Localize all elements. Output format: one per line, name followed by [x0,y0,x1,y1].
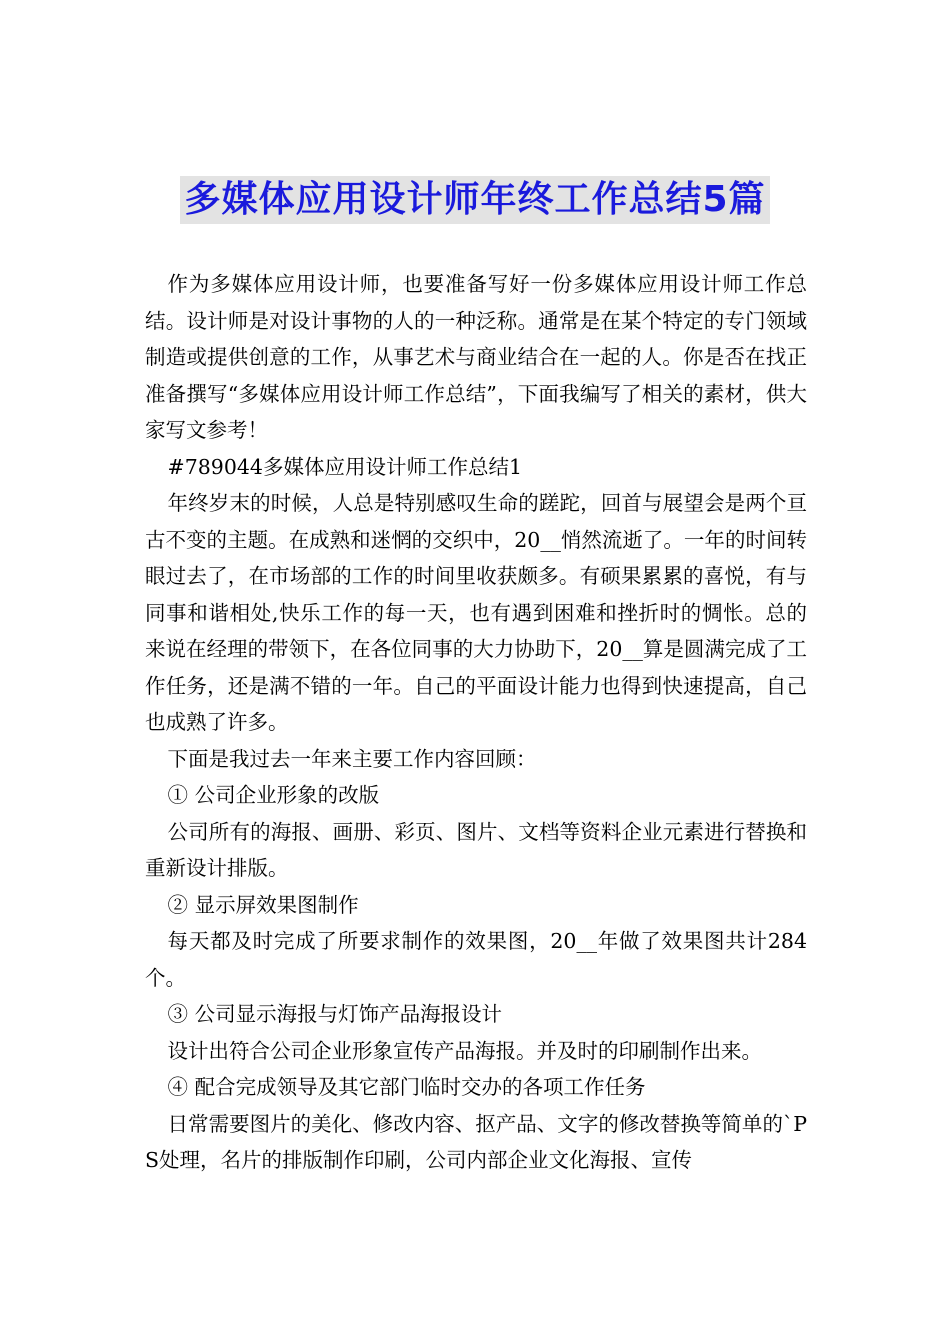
list-item-heading: ④ 配合完成领导及其它部门临时交办的各项工作任务 [167,1075,646,1099]
intro-paragraph: 作为多媒体应用设计师，也要准备写好一份多媒体应用设计师工作总结。设计师是对设计事物的人的一种泛称。通常是在某个特定的专门领域制造或提供创意的工作，从事艺术与商业结合在一起的人。你是否在找正准备撰写“多媒体应用设计师工作总结”，下面我编写了相关的素材，供大家写文参考！ [145,272,807,442]
list-item-heading: ① 公司企业形象的改版 [167,783,380,807]
body-paragraph: 年终岁末的时候，人总是特别感叹生命的蹉跎，回首与展望会是两个亘古不变的主题。在成熟和迷惘的交织中，20__悄然流逝了。一年的时间转眼过去了，在市场部的工作的时间里收获颇多。有硕果累累的喜悦，有与同事和谐相处,快乐工作的每一天，也有遇到困难和挫折时的惆怅。总的来说在经理的带领下，在各位同事的大力协助下，20__算是圆满完成了工作任务，还是满不错的一年。自己的平面设计能力也得到快速提高，自己也成熟了许多。 [145,491,807,734]
body-paragraph: 公司所有的海报、画册、彩页、图片、文档等资料企业元素进行替换和重新设计排版。 [145,819,807,880]
list-item-heading: ③ 公司显示海报与灯饰产品海报设计 [167,1002,503,1026]
section-heading: #789044多媒体应用设计师工作总结1 [167,454,523,479]
body-paragraph: 每天都及时完成了所要求制作的效果图，20__年做了效果图共计284个。 [145,929,807,990]
document-body [145,266,807,1179]
title-container [0,176,950,224]
list-item-heading: ② 显示屏效果图制作 [167,892,359,917]
document-title: 多媒体应用设计师年终工作总结5篇 [180,176,769,224]
body-paragraph: 下面是我过去一年来主要工作内容回顾： [167,746,537,771]
body-paragraph: 日常需要图片的美化、修改内容、抠产品、文字的修改替换等简单的`PS处理，名片的排版制作印刷，公司内部企业文化海报、宣传 [145,1111,807,1172]
body-paragraph: 设计出符合公司企业形象宣传产品海报。并及时的印刷制作出来。 [167,1038,763,1063]
